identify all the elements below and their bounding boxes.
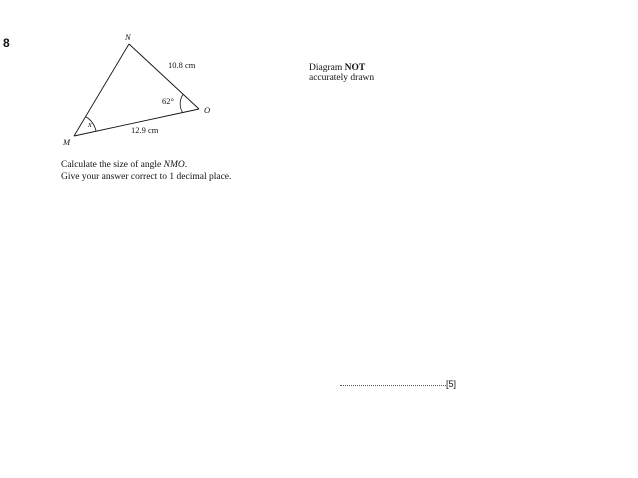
vertex-label-N: N (125, 32, 131, 42)
angle-label-O: 62° (162, 96, 174, 106)
angle-arc-O (180, 95, 183, 113)
vertex-label-M: M (63, 137, 71, 147)
instr-line1-suffix: . (184, 160, 188, 170)
instr-angle-name: NMO (163, 160, 185, 170)
note-prefix: Diagram (309, 63, 345, 73)
side-NM (74, 44, 129, 136)
question-instructions (61, 160, 231, 183)
instr-line1-prefix: Calculate the size of angle (61, 160, 164, 170)
instr-line2: Give your answer correct to 1 decimal place. (61, 171, 232, 182)
side-label-NO: 10.8 cm (168, 60, 196, 70)
note-line2: accurately drawn (309, 73, 375, 83)
answer-line[interactable] (340, 384, 446, 386)
note-bold: NOT (344, 63, 366, 73)
question-number: 8 (3, 36, 10, 50)
angle-label-M: x (88, 119, 92, 129)
answer-area (340, 379, 456, 389)
side-label-MO: 12.9 cm (131, 125, 159, 135)
marks-label: [5] (446, 379, 457, 389)
vertex-label-O: O (204, 105, 211, 115)
diagram-note (309, 63, 374, 83)
